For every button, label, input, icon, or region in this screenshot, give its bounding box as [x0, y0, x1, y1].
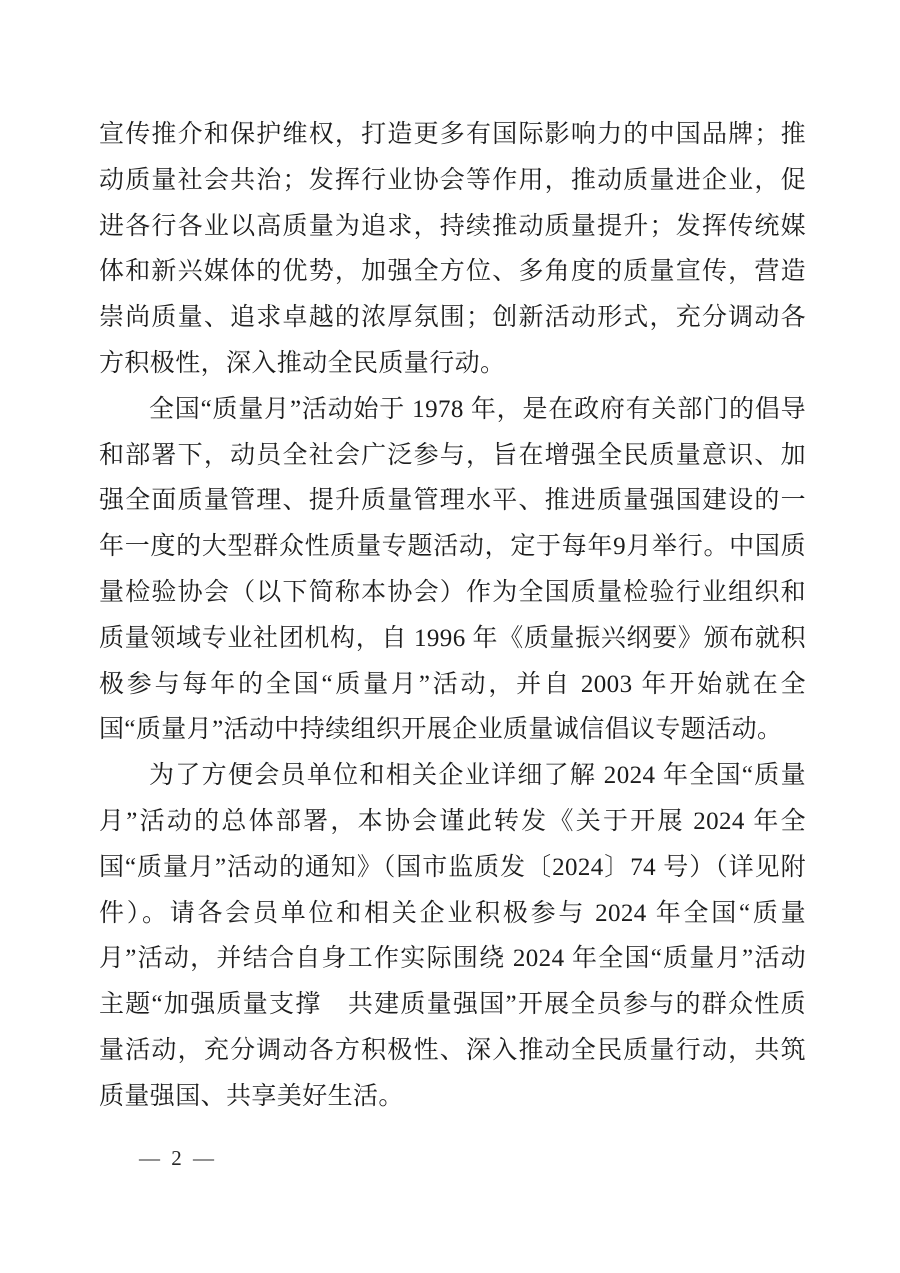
paragraph-continuation: 宣传推介和保护维权，打造更多有国际影响力的中国品牌；推动质量社会共治；发挥行业协会等作用，推动质量进企业，促进各行各业以高质量为追求，持续推动质量提升；发挥传统媒体和新兴媒体的优势，加强全方位、多角度的质量宣传，营造崇尚质量、追求卓越的浓厚氛围；创新活动形式，充分调动各方积极性，深入推动全民质量行动。 — [99, 121, 806, 377]
page-number: — 2 — — [139, 1146, 217, 1170]
paragraph-notice-forward: 为了方便会员单位和相关企业详细了解 2024 年全国“质量月”活动的总体部署，本协会谨此转发《关于开展 2024 年全国“质量月”活动的通知》（国市监质发〔2024〕74 号）（详见附件）。请各会员单位和相关企业积极参与 2024 年全国“质量月”活动，并结合自身工作实际围绕 2024 年全国“质量月”活动主题“加强质量支撑 共建质量强国”开展全员参与的群众性质量活动，充分调动各方积极性、深入推动全民质量行动，共筑质量强国、共享美好生活。 — [99, 762, 806, 1110]
document-body — [99, 112, 806, 1120]
paragraph-history: 全国“质量月”活动始于 1978 年，是在政府有关部门的倡导和部署下，动员全社会广泛参与，旨在增强全民质量意识、加强全面质量管理、提升质量管理水平、推进质量强国建设的一年一度的大型群众性质量专题活动，定于每年9月举行。中国质量检验协会（以下简称本协会）作为全国质量检验行业组织和质量领域专业社团机构，自 1996 年《质量振兴纲要》颁布就积极参与每年的全国“质量月”活动，并自 2003 年开始就在全国“质量月”活动中持续组织开展企业质量诚信倡议专题活动。 — [99, 395, 806, 744]
